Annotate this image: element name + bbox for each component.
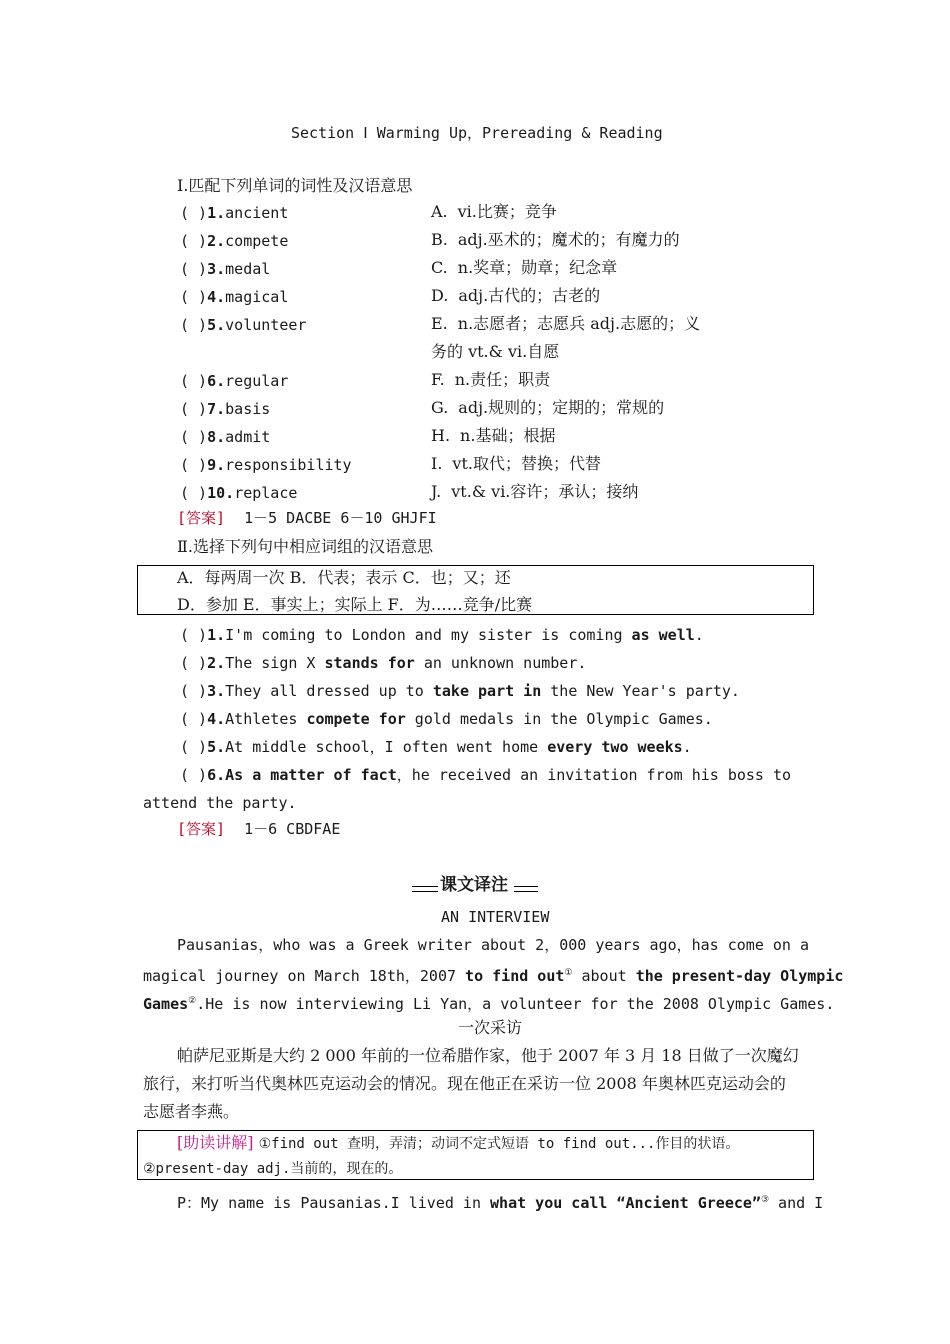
- item-number: 4.: [207, 710, 226, 728]
- options-line-1: A．每两周一次 B．代表；表示 C．也；又；还: [177, 568, 511, 587]
- key-phrase: to find out: [465, 967, 565, 985]
- sentence-item: [180, 653, 586, 673]
- reading-title: AN INTERVIEW: [441, 908, 550, 926]
- word-item: [180, 371, 288, 391]
- def-text: vt.& vi.容许；承认；接纳: [451, 482, 639, 501]
- definition-continued: 务的 vt.& vi.自愿: [431, 342, 560, 361]
- word-item: [180, 203, 288, 223]
- cn-para-line-2: 旅行，来打听当代奥林匹克运动会的情况。现在他正在采访一位 2008 年奥林匹克运动会的: [143, 1074, 786, 1093]
- word: volunteer: [225, 316, 307, 334]
- key-phrase: what you call: [490, 1194, 608, 1212]
- word: compete: [225, 232, 289, 250]
- banner-rule-left-2: [412, 891, 438, 892]
- item-number: 9.: [207, 456, 226, 474]
- key-phrase: take part in: [432, 682, 542, 700]
- def-letter: J.: [431, 482, 442, 501]
- answer-blank[interactable]: ( ): [180, 484, 208, 502]
- word: basis: [225, 400, 271, 418]
- note-text: ①find out 查明，弄清；动词不定式短语 to find out...作目的状语。: [258, 1136, 740, 1152]
- def-letter: G.: [431, 398, 449, 417]
- def-letter: H.: [431, 426, 451, 445]
- text-run: the New Year's party.: [541, 682, 740, 700]
- answer-label: [答案]: [177, 509, 226, 527]
- word: replace: [234, 484, 298, 502]
- def-text: vt.取代；替换；代替: [452, 454, 601, 473]
- sentence-item: [180, 625, 704, 645]
- word-item: [180, 315, 306, 335]
- text-run: .He is now interviewing Li Yan，a volunteer for the 2008 Olympic Games.: [196, 995, 835, 1013]
- cn-para-line-1: 帕萨尼亚斯是大约 2 000 年前的一位希腊作家，他于 2007 年 3 月 18 日做了一次魔幻: [177, 1046, 799, 1065]
- para1-line-2: [143, 963, 843, 986]
- answer-blank[interactable]: ( ): [180, 288, 208, 306]
- answer-blank[interactable]: ( ): [180, 738, 208, 756]
- options-line-2: D．参加 E．事实上；实际上 F．为……竞争/比赛: [177, 595, 533, 614]
- text-run: Athletes: [225, 710, 307, 728]
- sentence-item: [180, 737, 692, 757]
- item-number: 1.: [207, 626, 226, 644]
- text-run: ，he received an invitation from his boss to: [396, 766, 792, 784]
- text-run: and I: [769, 1194, 824, 1212]
- answer-blank[interactable]: ( ): [180, 654, 208, 672]
- banner-rule-left: [412, 886, 438, 887]
- word-item: [180, 259, 270, 279]
- def-letter: F.: [431, 370, 445, 389]
- word: responsibility: [225, 456, 352, 474]
- answer-blank[interactable]: ( ): [180, 232, 208, 250]
- text-run: gold medals in the Olympic Games.: [405, 710, 713, 728]
- part2-answer: [177, 819, 340, 839]
- item-number: 1.: [207, 204, 226, 222]
- definition: [431, 285, 600, 307]
- key-phrase: stands for: [324, 654, 415, 672]
- text-run: I'm coming to London and my sister is coming: [225, 626, 632, 644]
- definition: [431, 425, 555, 447]
- cn-para-line-3: 志愿者李燕。: [143, 1102, 240, 1121]
- definition: [431, 481, 638, 503]
- answer-blank[interactable]: ( ): [180, 682, 208, 700]
- para1-line-1: Pausanias，who was a Greek writer about 2，000 years ago，has come on a: [177, 936, 809, 954]
- text-run: magical journey on March 18th，2007: [143, 967, 466, 985]
- word-item: [180, 231, 288, 251]
- def-letter: C.: [431, 258, 448, 277]
- banner-rule-right-2: [514, 891, 538, 892]
- def-text: n.志愿者；志愿兵 adj.志愿的；义: [457, 314, 701, 333]
- part1-answer: [177, 508, 437, 528]
- def-text: n.基础；根据: [460, 426, 556, 445]
- def-text: n.责任；职责: [454, 370, 551, 389]
- note-line-2: ②present-day adj.当前的，现在的。: [143, 1161, 403, 1177]
- dialogue-line: [177, 1190, 823, 1213]
- answer-text: 1－5 DACBE 6－10 GHJFI: [244, 509, 437, 527]
- note-marker: ①: [564, 968, 573, 978]
- item-number: 2.: [207, 232, 226, 250]
- definition: [431, 229, 680, 251]
- answer-blank[interactable]: ( ): [180, 372, 208, 390]
- note-box: [137, 1130, 814, 1180]
- def-letter: B.: [431, 230, 448, 249]
- answer-blank[interactable]: ( ): [180, 316, 208, 334]
- note-label: [助读讲解]: [177, 1133, 254, 1152]
- key-phrase: “Ancient Greece”: [616, 1194, 761, 1212]
- def-letter: I.: [431, 454, 443, 473]
- answer-blank[interactable]: ( ): [180, 766, 208, 784]
- word: magical: [225, 288, 289, 306]
- word-item: [180, 427, 270, 447]
- def-letter: E.: [431, 314, 448, 333]
- answer-blank[interactable]: ( ): [180, 204, 208, 222]
- sentence-continued: attend the party.: [143, 794, 297, 812]
- key-phrase: Games: [143, 995, 189, 1013]
- word-item: [180, 287, 288, 307]
- section-title: Section Ⅰ Warming Up，Prereading & Reading: [291, 124, 663, 142]
- note-marker: ②: [188, 996, 197, 1006]
- item-number: 4.: [207, 288, 226, 306]
- answer-blank[interactable]: ( ): [180, 626, 208, 644]
- text-run: .: [694, 626, 704, 644]
- answer-blank[interactable]: ( ): [180, 710, 208, 728]
- answer-text: 1－6 CBDFAE: [244, 820, 341, 838]
- answer-blank[interactable]: ( ): [180, 260, 208, 278]
- word: admit: [225, 428, 271, 446]
- word: medal: [225, 260, 271, 278]
- definition: [431, 313, 700, 335]
- item-number: 10.: [207, 484, 235, 502]
- text-run: about: [572, 967, 636, 985]
- key-phrase: As a matter of fact: [225, 766, 397, 784]
- text-run: At middle school，I often went home: [225, 738, 548, 756]
- key-phrase: every two weeks: [547, 738, 683, 756]
- def-text: n.奖章；勋章；纪念章: [457, 258, 618, 277]
- answer-blank[interactable]: ( ): [180, 456, 208, 474]
- item-number: 3.: [207, 260, 226, 278]
- def-text: adj.古代的；古老的: [458, 286, 601, 305]
- item-number: 5.: [207, 316, 226, 334]
- definition: [431, 201, 557, 223]
- item-number: 7.: [207, 400, 226, 418]
- item-number: 8.: [207, 428, 226, 446]
- banner-title: 课文译注: [440, 875, 508, 895]
- item-number: 6.: [207, 372, 226, 390]
- sentence-item: [180, 681, 740, 701]
- text-run: .: [682, 738, 692, 756]
- item-number: 5.: [207, 738, 226, 756]
- answer-label: [答案]: [177, 820, 226, 838]
- note-line-1: [177, 1132, 739, 1155]
- answer-blank[interactable]: ( ): [180, 400, 208, 418]
- word-item: [180, 455, 352, 475]
- def-text: adj.规则的；定期的；常规的: [458, 398, 665, 417]
- options-box: [137, 565, 814, 615]
- definition: [431, 257, 617, 279]
- text-run: They all dressed up to: [225, 682, 433, 700]
- text-run: The sign X: [225, 654, 325, 672]
- definition: [431, 397, 664, 419]
- cn-title: 一次采访: [458, 1018, 523, 1037]
- word-item: [180, 399, 270, 419]
- answer-blank[interactable]: ( ): [180, 428, 208, 446]
- part2-heading: Ⅱ.选择下列句中相应词组的汉语意思: [177, 537, 433, 556]
- item-number: 3.: [207, 682, 226, 700]
- item-number: 6.: [207, 766, 226, 784]
- note-marker: ③: [760, 1195, 770, 1205]
- key-phrase: the present-day Olympic: [635, 967, 844, 985]
- def-letter: A.: [431, 202, 448, 221]
- word: regular: [225, 372, 289, 390]
- part1-heading: Ⅰ.匹配下列单词的词性及汉语意思: [177, 176, 413, 195]
- sentence-item: [180, 765, 791, 785]
- item-number: 2.: [207, 654, 226, 672]
- def-text: vi.比赛；竞争: [457, 202, 557, 221]
- key-phrase: compete for: [306, 710, 406, 728]
- definition: [431, 453, 601, 475]
- key-phrase: as well: [631, 626, 695, 644]
- definition: [431, 369, 550, 391]
- banner-rule-right: [514, 886, 538, 887]
- sentence-item: [180, 709, 713, 729]
- def-letter: D.: [431, 286, 449, 305]
- def-text: adj.巫术的；魔术的；有魔力的: [457, 230, 680, 249]
- text-run: an unknown number.: [414, 654, 587, 672]
- word-item: [180, 483, 297, 503]
- text-run: P：My name is Pausanias.I lived in: [177, 1194, 491, 1212]
- word: ancient: [225, 204, 289, 222]
- para1-line-3: [143, 991, 834, 1014]
